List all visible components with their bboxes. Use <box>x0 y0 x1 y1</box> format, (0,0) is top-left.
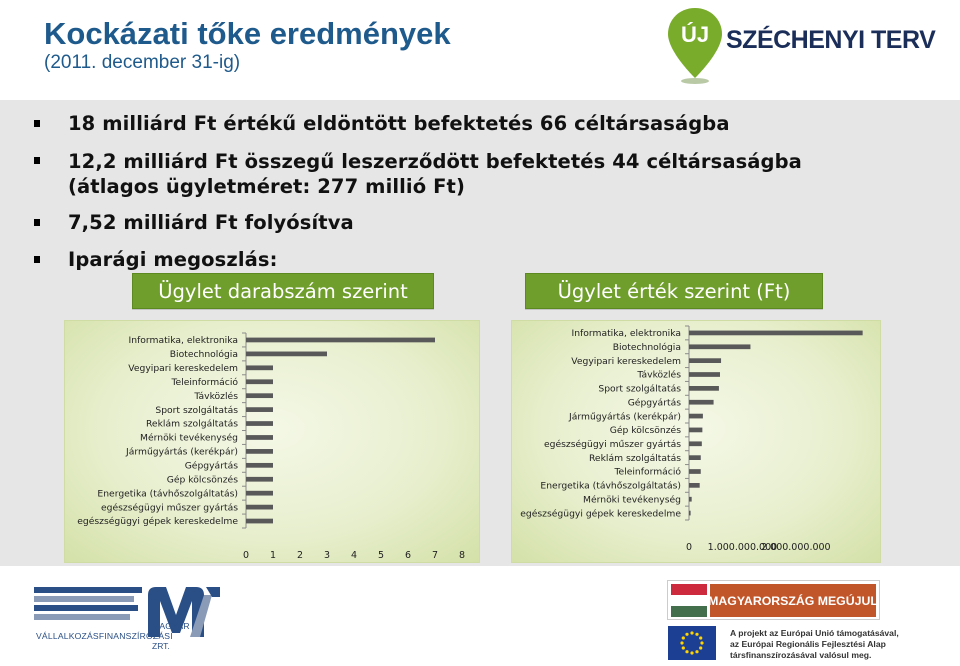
bar <box>246 407 273 412</box>
category-label: egészségügyi műszer gyártás <box>543 438 681 450</box>
category-label: Reklám szolgáltatás <box>145 418 238 430</box>
category-label: Gépgyártás <box>184 460 238 472</box>
chart-by-value <box>511 320 881 563</box>
bar <box>689 386 719 391</box>
bullet-3-text: 7,52 milliárd Ft folyósítva <box>68 211 354 234</box>
category-label: egészségügyi gépek kereskedelme <box>520 508 681 520</box>
bullet-marker <box>34 219 40 226</box>
chip-by-count: Ügylet darabszám szerint <box>132 273 434 309</box>
bar <box>246 393 273 398</box>
bar <box>689 372 720 377</box>
bar <box>246 379 273 384</box>
bar <box>689 400 714 405</box>
bar <box>689 511 691 516</box>
bar <box>689 497 692 502</box>
category-label: Gép kölcsönzés <box>166 474 238 486</box>
category-label: Reklám szolgáltatás <box>588 452 681 464</box>
x-tick-label: 2 <box>296 550 304 561</box>
bullet-4-text: Iparági megoszlás: <box>68 248 278 271</box>
bar <box>689 414 703 419</box>
brand-text: SZÉCHENYI TERV <box>726 26 936 54</box>
x-tick-label: 7 <box>431 550 439 561</box>
category-label: Járműgyártás (kerékpár) <box>126 446 238 458</box>
x-tick-label: 3 <box>323 550 331 561</box>
category-label: Távközlés <box>637 369 681 381</box>
banner-text: MAGYARORSZÁG MEGÚJUL <box>710 584 876 617</box>
x-tick-label: 0 <box>242 550 250 561</box>
bullet-marker <box>34 256 40 263</box>
bar <box>246 338 435 343</box>
x-tick-label: 8 <box>458 550 466 561</box>
bar <box>246 421 273 426</box>
bar <box>689 428 702 433</box>
category-label: Energetika (távhőszolgáltatás) <box>540 480 681 492</box>
category-label: Teleinformáció <box>171 376 238 388</box>
category-label: Gép kölcsönzés <box>609 425 681 437</box>
eu-line-3: társfinanszírozásával valósul meg. <box>730 650 872 660</box>
category-label: Biotechnológia <box>612 341 681 353</box>
bar <box>246 463 273 468</box>
eu-flag-icon <box>668 626 716 660</box>
eu-line-1: A projekt az Európai Unió támogatásával, <box>730 628 899 638</box>
category-label: Energetika (távhőszolgáltatás) <box>97 488 238 500</box>
chart-by-count <box>64 320 480 563</box>
slide-subtitle: (2011. december 31-ig) <box>44 52 241 73</box>
bullet-marker <box>34 120 40 127</box>
bar <box>689 455 701 460</box>
bullet-1-text: 18 milliárd Ft értékű eldöntött befektetés 66 céltársaságba <box>68 112 730 135</box>
mv-caption-2: VÁLLALKOZÁSFINANSZÍROZÁSI <box>36 631 173 641</box>
x-tick-label: 2.000.000.000 <box>761 542 831 553</box>
bullet-marker <box>34 157 40 164</box>
bar <box>689 358 721 363</box>
bar <box>246 435 273 440</box>
category-label: Informatika, elektronika <box>128 335 238 347</box>
chart-svg-count <box>65 321 481 564</box>
bullet-2-text: 12,2 milliárd Ft összegű leszerződött befektetés 44 céltársaságba <box>68 150 802 173</box>
bar <box>246 365 273 370</box>
bar <box>246 491 273 496</box>
hungarian-flag-icon <box>671 584 707 617</box>
bar <box>246 352 327 357</box>
magyarorszag-megujul-banner <box>667 580 880 620</box>
bar <box>246 505 273 510</box>
mv-caption-1: MAGYAR <box>152 621 190 631</box>
x-tick-label: 4 <box>350 550 358 561</box>
eu-funding-note <box>730 628 899 661</box>
pin-label: ÚJ <box>680 22 710 47</box>
eu-line-2: az Európai Regionális Fejlesztési Alap <box>730 639 886 649</box>
bar <box>246 477 273 482</box>
x-tick-label: 0 <box>685 542 693 553</box>
logo-stripes-icon <box>34 585 144 629</box>
category-label: Biotechnológia <box>169 349 238 361</box>
x-tick-label: 1.000.000.000 <box>707 542 778 553</box>
bar <box>689 469 701 474</box>
category-label: Teleinformáció <box>614 466 681 478</box>
bar <box>689 441 702 446</box>
chart-svg-value <box>512 321 882 564</box>
mv-zrt-logo <box>34 583 224 651</box>
bar <box>689 483 700 488</box>
x-tick-label: 6 <box>404 550 412 561</box>
category-label: Mérnöki tevékenység <box>140 432 238 444</box>
category-label: Mérnöki tevékenység <box>583 494 681 506</box>
bar <box>246 449 273 454</box>
category-label: Informatika, elektronika <box>571 328 681 340</box>
category-label: Vegyipari kereskedelem <box>571 355 681 367</box>
map-pin-icon <box>664 6 726 84</box>
x-tick-label: 1 <box>269 550 277 561</box>
category-label: Sport szolgáltatás <box>155 404 238 416</box>
bar <box>689 331 863 336</box>
chip-by-value: Ügylet érték szerint (Ft) <box>525 273 823 309</box>
bullet-2-subtext: (átlagos ügyletméret: 277 millió Ft) <box>68 175 465 198</box>
x-tick-label: 5 <box>377 550 385 561</box>
szechenyi-terv-logo <box>660 6 936 86</box>
category-label: Sport szolgáltatás <box>598 383 681 395</box>
category-label: Járműgyártás (kerékpár) <box>569 411 681 423</box>
slide-title: Kockázati tőke eredmények <box>44 16 451 51</box>
category-label: egészségügyi gépek kereskedelme <box>77 516 238 528</box>
category-label: Gépgyártás <box>627 397 681 409</box>
bar <box>246 519 273 524</box>
bar <box>689 344 750 349</box>
category-label: Távközlés <box>194 390 238 402</box>
mv-caption-3: ZRT. <box>152 641 170 651</box>
category-label: egészségügyi műszer gyártás <box>100 502 238 514</box>
category-label: Vegyipari kereskedelem <box>128 363 238 375</box>
